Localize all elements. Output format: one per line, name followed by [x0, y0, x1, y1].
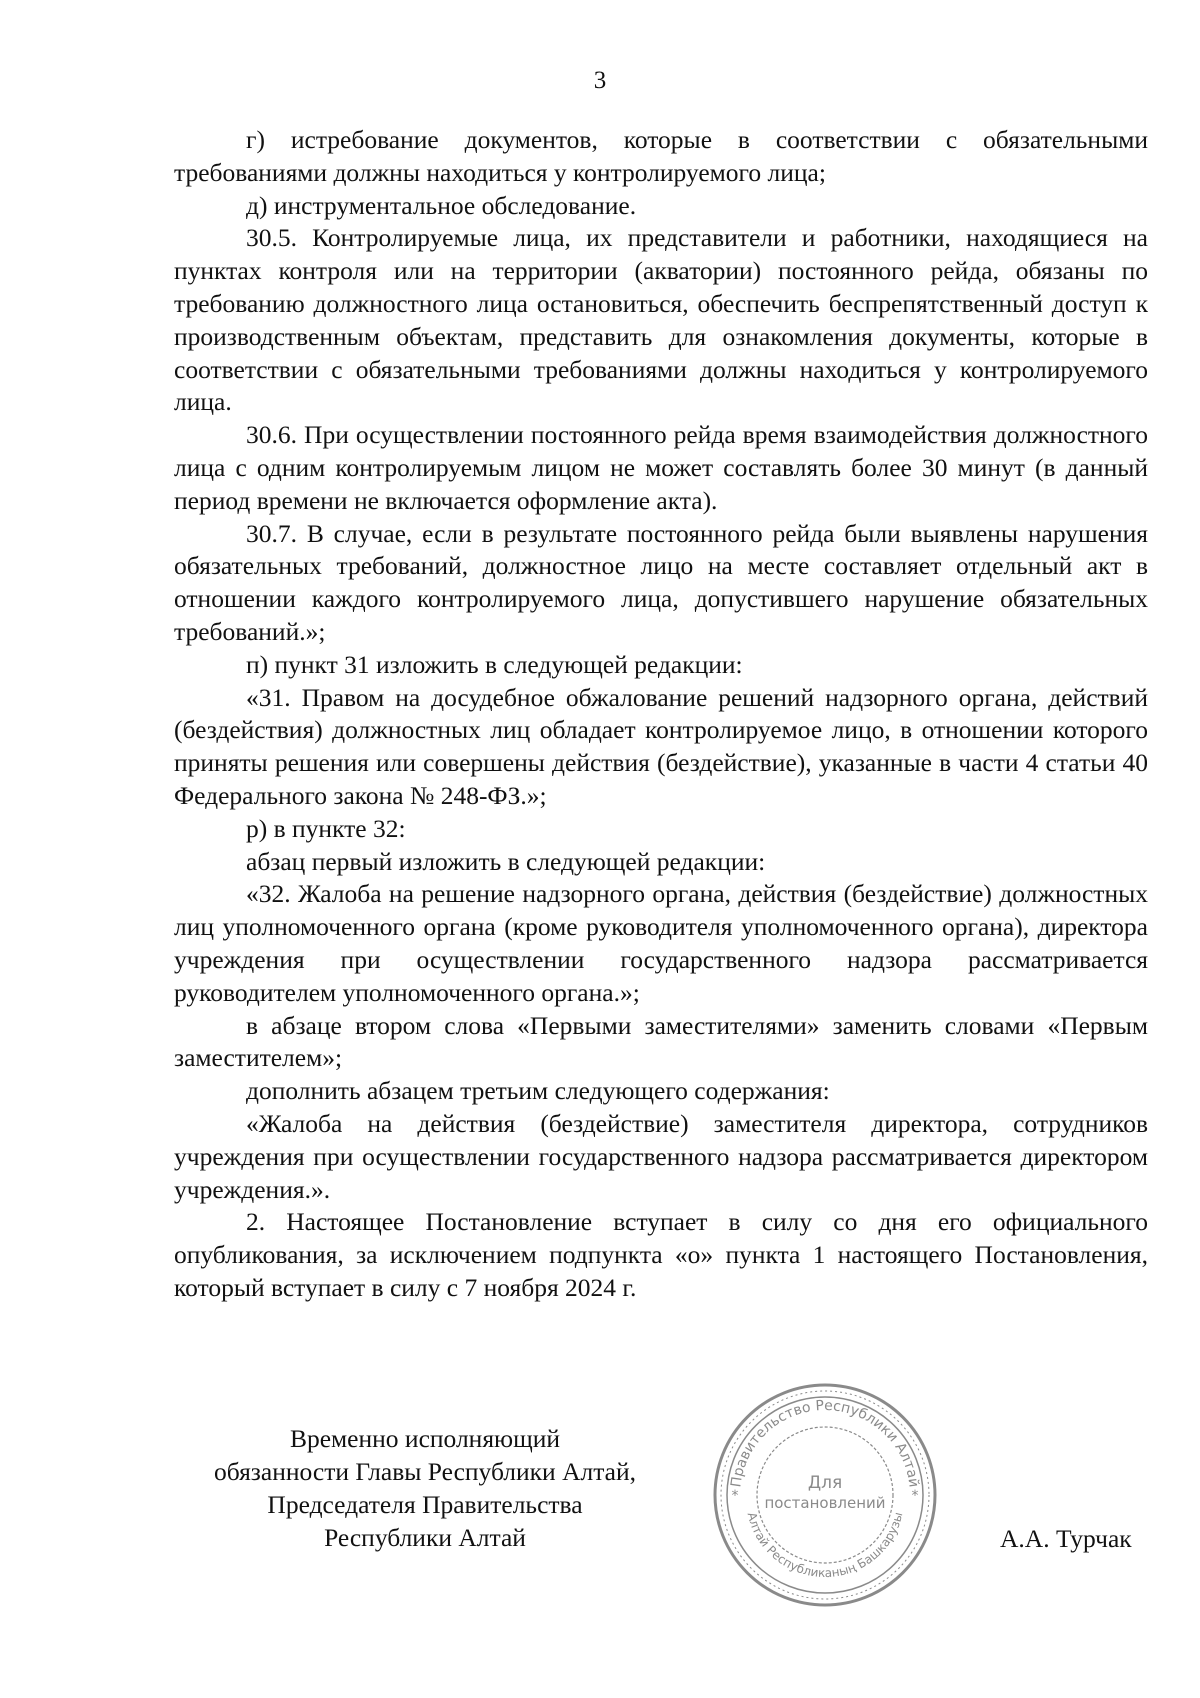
paragraph-30-6: 30.6. При осуществлении постоянного рейда время взаимодействия должностного лица с одним контролируемым лицом не может составлять более 30 минут (в данный период времени не включается оформление акта).: [174, 420, 1148, 515]
paragraph-32: «32. Жалоба на решение надзорного органа, действия (бездействие) должностных лиц уполномоченного органа (кроме руководителя уполномоченного органа), директора учреждения при осуществлении государственного надзора рассматривается руководителем уполномоченного органа.»;: [174, 879, 1148, 1007]
paragraph-third-abzac-intro: дополнить абзацем третьим следующего содержания:: [246, 1076, 830, 1106]
paragraph-item-r: р) в пункте 32:: [246, 813, 406, 843]
paragraph-item-p: п) пункт 31 изложить в следующей редакции:: [246, 649, 743, 679]
paragraph-item-d: д) инструментальное обследование.: [246, 190, 637, 220]
stamp-inner-line: постановлений: [764, 1494, 886, 1512]
paragraph-second-abzac: в абзаце втором слова «Первыми заместителями» заменить словами «Первым заместителем»;: [174, 1010, 1148, 1073]
signatory-position-line: обязанности Главы Республики Алтай,: [213, 1457, 637, 1486]
paragraph-31: «31. Правом на досудебное обжалование решений надзорного органа, действий (бездействия) должностных лиц обладает контролируемое лицо, в отношении которого приняты решения или совершены действия (бездействие), указанные в части 4 статьи 40 Федерального закона № 248-ФЗ.»;: [174, 682, 1148, 810]
svg-text:*: *: [731, 1488, 739, 1504]
paragraph-effective-date: 2. Настоящее Постановление вступает в силу со дня его официального опубликования, за исключением подпункта «о» пункта 1 настоящего Постановления, который вступает в силу с 7 ноября 2024 г.: [174, 1207, 1148, 1302]
document-body: [174, 124, 1148, 1305]
paragraph-first-abzac: абзац первый изложить в следующей редакции:: [246, 846, 766, 876]
signatory-position-line: Республики Алтай: [324, 1523, 526, 1552]
stamp-outer-text-bottom: Алтай Республиканың Башкарузы: [744, 1510, 906, 1581]
signatory-position-line: Председателя Правительства: [267, 1490, 583, 1519]
stamp-inner-line: Для: [807, 1473, 843, 1493]
signatory-position-line: Временно исполняющий: [289, 1424, 561, 1453]
paragraph-item-g: г) истребование документов, которые в соответствии с обязательными требованиями должны находиться у контролируемого лица;: [174, 125, 1148, 187]
paragraph-30-7: 30.7. В случае, если в результате постоянного рейда были выявлены нарушения обязательных требований, должностное лицо на месте составляет отдельный акт в отношении каждого контролируемого лица, допустившего нарушение обязательных требований.»;: [174, 518, 1148, 646]
paragraph-complaint: «Жалоба на действия (бездействие) заместителя директора, сотрудников учреждения при осуществлении государственного надзора рассматривается директором учреждения.».: [174, 1108, 1148, 1204]
signatory-name: А.А. Турчак: [1000, 1524, 1132, 1553]
page-number: 3: [593, 67, 607, 94]
signatory-position: [170, 1422, 680, 1554]
svg-text:*: *: [911, 1488, 919, 1504]
official-stamp: [710, 1380, 940, 1610]
paragraph-30-5: 30.5. Контролируемые лица, их представители и работники, находящиеся на пунктах контроля или на территории (акватории) постоянного рейда, обязаны по требованию должностного лица остановиться, обеспечить беспрепятственный доступ к производственным объектам, представить для ознакомления документы, которые в соответствии с обязательными требованиями должны находиться у контролируемого лица.: [174, 223, 1148, 417]
stamp-outer-text: Правительство Республики Алтай: [728, 1397, 922, 1489]
